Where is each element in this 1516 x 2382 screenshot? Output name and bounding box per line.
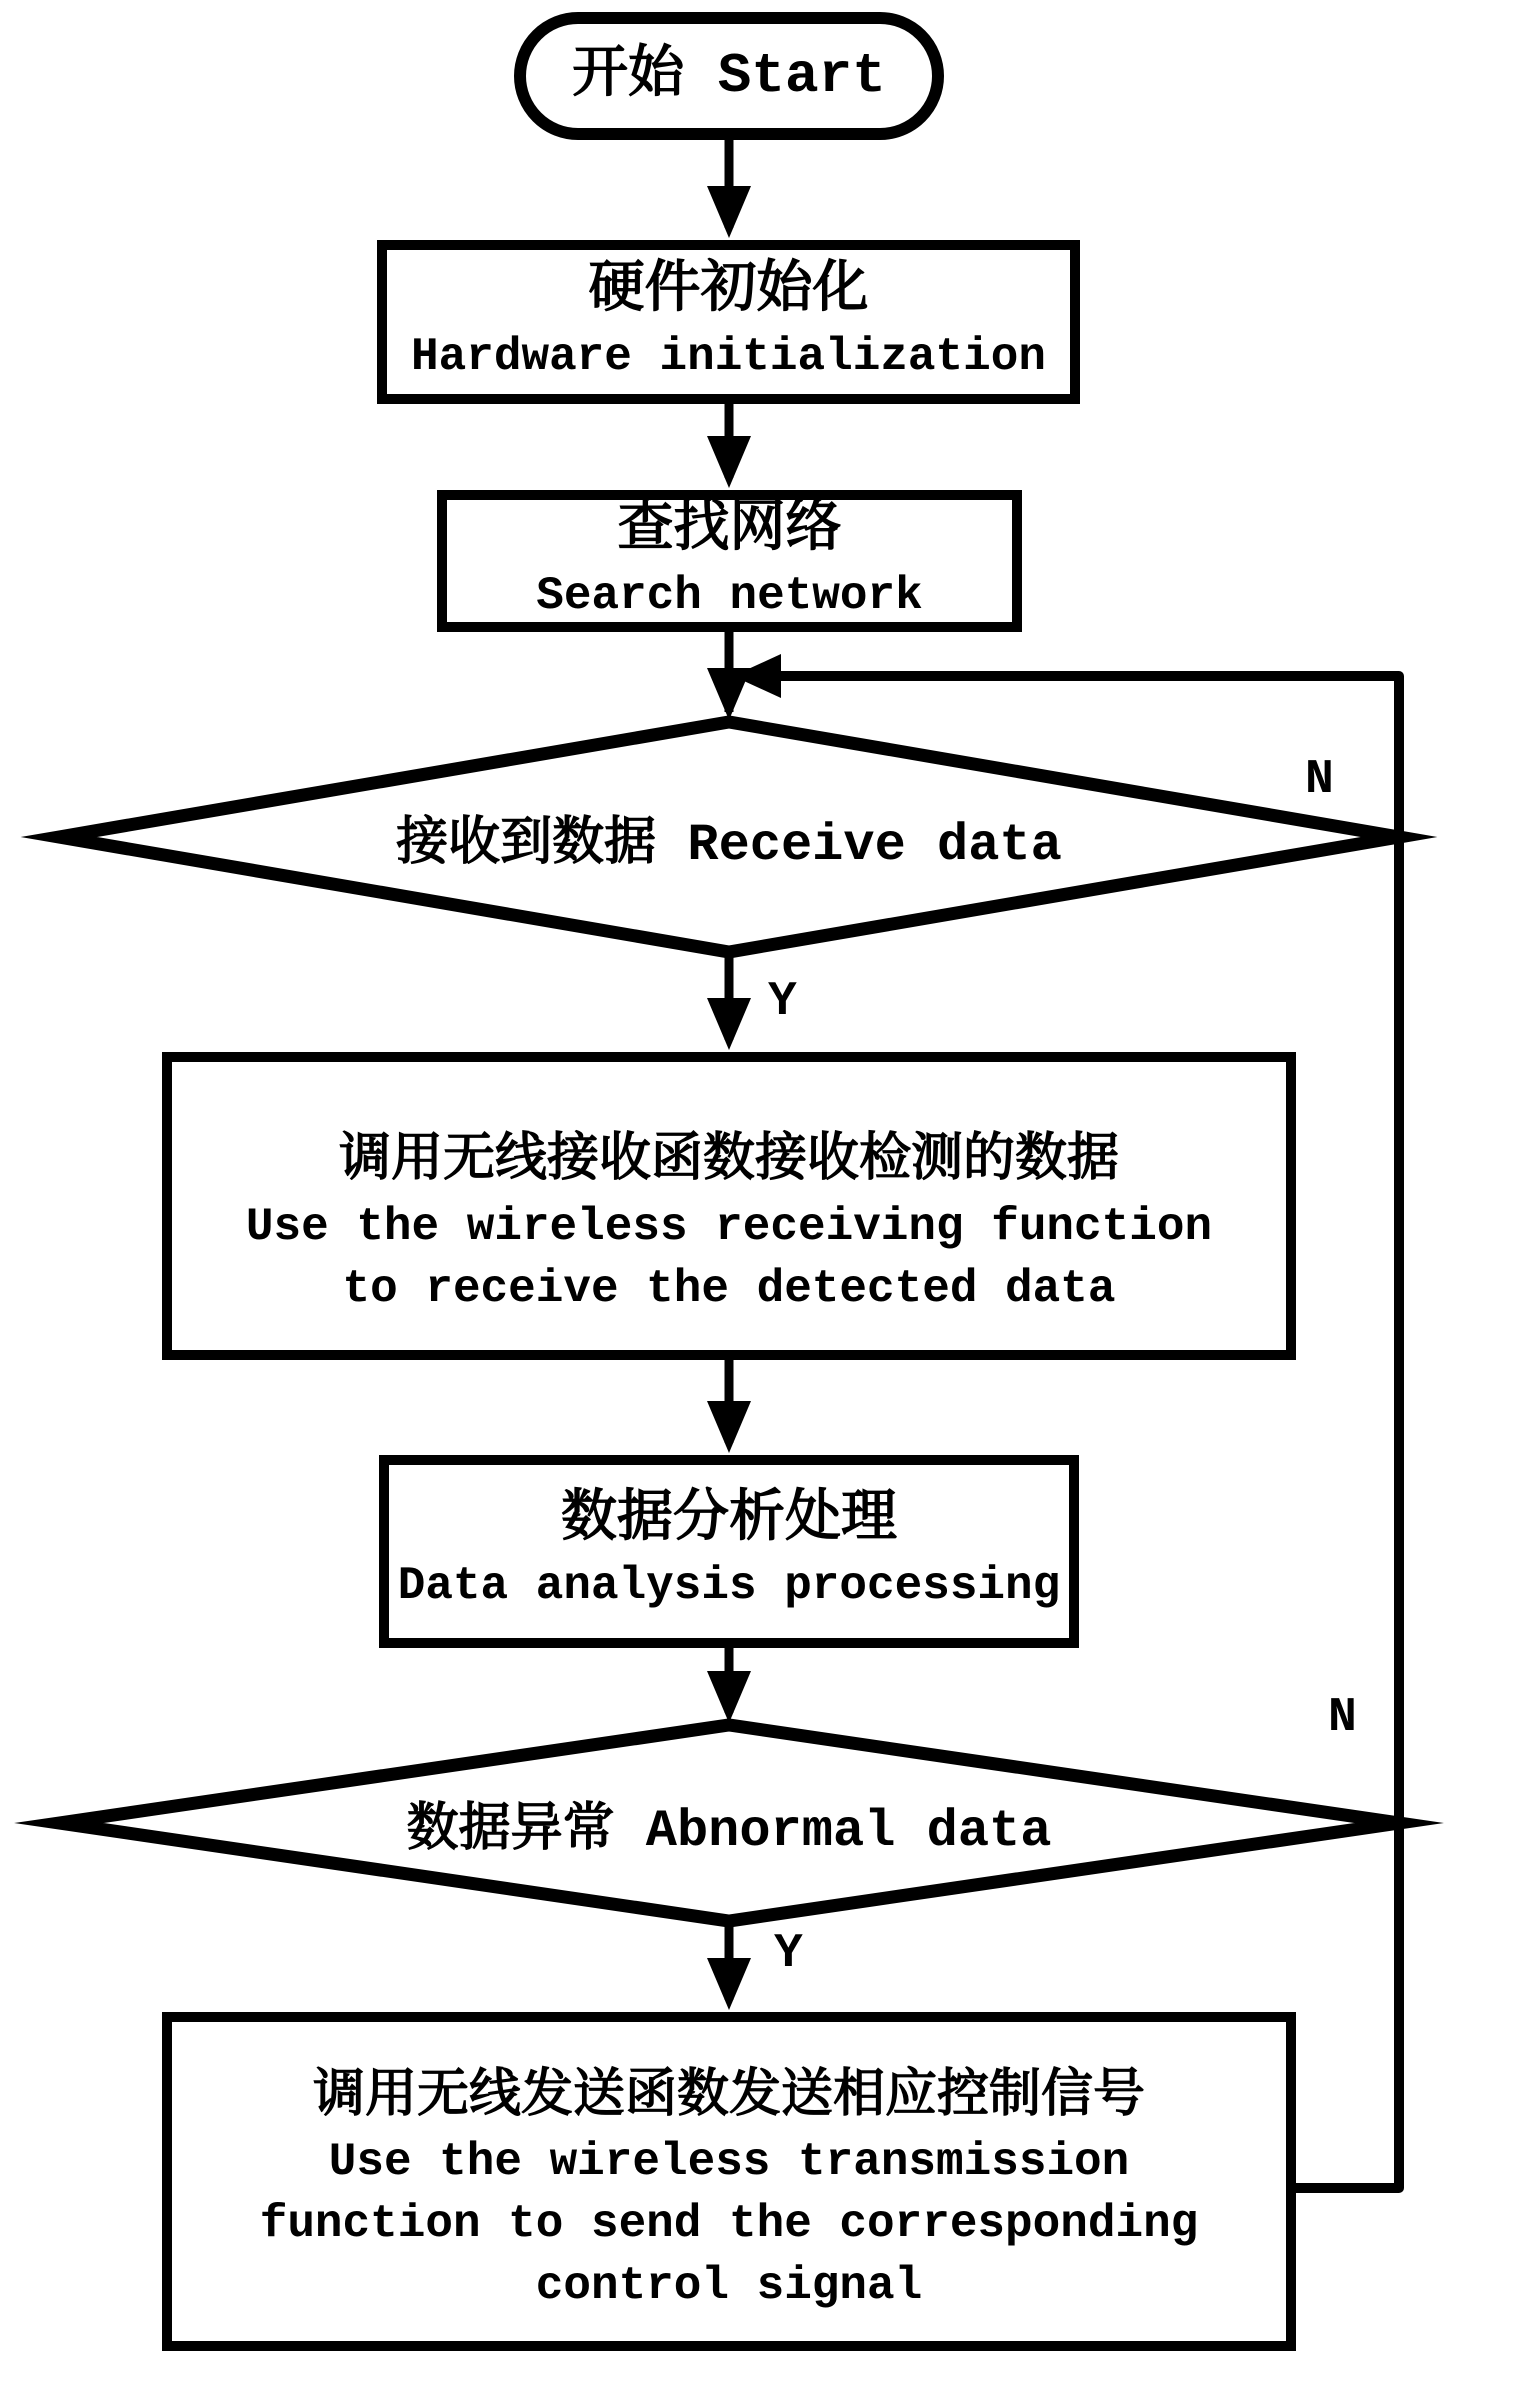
receive-decision-yes-label: Y (768, 975, 797, 1029)
abnormal-data-decision-label: 数据异常 Abnormal data (406, 1802, 1052, 1861)
data-analysis-en: Data analysis processing (397, 1560, 1061, 1613)
wireless-send-en1: Use the wireless transmission (328, 2136, 1130, 2189)
wireless-send-box (162, 2012, 1296, 2351)
abnormal-decision-no-label: N (1328, 1691, 1357, 1745)
wireless-send-en2: function to send the corresponding (259, 2198, 1199, 2251)
arrowhead-down-icon (707, 1958, 751, 2010)
start-label: 开始 Start (572, 44, 886, 108)
hardware-initialization-box (377, 240, 1080, 404)
arrowhead-down-icon (707, 1671, 751, 1723)
arrowhead-down-icon (707, 1401, 751, 1453)
wireless-receive-cn: 调用无线接收函数接收检测的数据 (338, 1132, 1119, 1192)
search-network-box (437, 490, 1022, 632)
wireless-receive-en2: to receive the detected data (342, 1262, 1116, 1315)
receive-data-decision-label: 接收到数据 Receive data (396, 816, 1062, 875)
receive-decision-no-label: N (1305, 753, 1334, 807)
wireless-send-en3: control signal (535, 2260, 923, 2313)
search-network-cn: 查找网络 (617, 497, 842, 562)
hardware-initialization-cn: 硬件初始化 (588, 258, 869, 323)
arrowhead-down-icon (707, 186, 751, 238)
data-analysis-cn: 数据分析处理 (561, 1488, 897, 1553)
abnormal-decision-yes-label: Y (774, 1927, 803, 1981)
hardware-initialization-en: Hardware initialization (411, 330, 1046, 383)
search-network-en: Search network (536, 569, 923, 622)
data-analysis-box (379, 1455, 1079, 1648)
start-terminator (514, 12, 944, 140)
wireless-send-cn: 调用无线发送函数发送相应控制信号 (312, 2067, 1145, 2127)
arrowhead-down-icon (707, 436, 751, 488)
arrowhead-down-icon (707, 998, 751, 1050)
wireless-receive-box (162, 1052, 1296, 1360)
wireless-receive-en1: Use the wireless receiving function (245, 1200, 1213, 1253)
